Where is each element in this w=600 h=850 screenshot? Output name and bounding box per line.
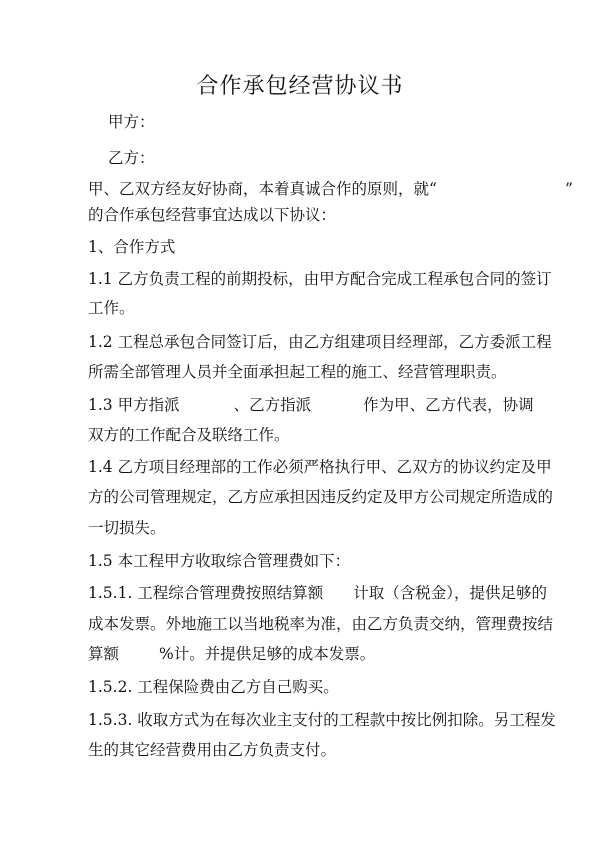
- clause-1-3-line-1: [88, 394, 534, 416]
- clause-1-5-1-line-3-a: 算额: [88, 645, 120, 663]
- clause-1-5-heading: 1.5 本工程甲方收取综合管理费如下：: [88, 552, 351, 570]
- intro-line-1-close-quote: ”: [564, 180, 573, 198]
- clause-1-3-part-a: 1.3 甲方指派: [88, 396, 180, 414]
- clause-1-1-line-2: 工作。: [88, 299, 135, 317]
- clause-1-3-part-c: 作为甲、乙方代表，协调: [363, 396, 534, 414]
- clause-1-3-line-2: 双方的工作配合及联络工作。: [88, 426, 290, 444]
- clause-1-5-1-line-1: [88, 582, 547, 604]
- intro-line-1-text: 甲、乙双方经友好协商，本着真诚合作的原则，就“: [88, 180, 437, 198]
- section-1-heading: 1、合作方式: [88, 238, 176, 256]
- clause-1-5-1-part-a: 1.5.1. 工程综合管理费按照结算额: [88, 584, 324, 602]
- intro-line-2: 的合作承包经营事宜达成以下协议：: [88, 206, 337, 224]
- clause-1-3-part-b: 、乙方指派: [233, 396, 312, 414]
- clause-1-4-line-3: 一切损失。: [88, 519, 166, 537]
- clause-1-2-line-1: 1.2 工程总承包合同签订后，由乙方组建项目经理部，乙方委派工程: [88, 333, 552, 351]
- party-a-label: 甲方：: [108, 113, 155, 131]
- clause-1-5-1-line-3: [88, 643, 375, 665]
- clause-1-5-2: 1.5.2. 工程保险费由乙方自己购买。: [88, 678, 339, 696]
- document-title: 合作承包经营协议书: [196, 74, 404, 99]
- clause-1-5-3-line-2: 生的其它经营费用由乙方负责支付。: [88, 741, 337, 759]
- clause-1-2-line-2: 所需全部管理人员并全面承担起工程的施工、经营管理职责。: [88, 363, 507, 381]
- clause-1-5-3-line-1: 1.5.3. 收取方式为在每次业主支付的工程款中按比例扣除。另工程发: [88, 711, 556, 729]
- clause-1-5-1-line-2: 成本发票。外地施工以当地税率为准，由乙方负责交纳，管理费按结: [88, 615, 554, 633]
- clause-1-4-line-1: 1.4 乙方项目经理部的工作必须严格执行甲、乙双方的协议约定及甲: [88, 458, 552, 476]
- clause-1-5-1-line-3-b: %计。并提供足够的成本发票。: [159, 645, 376, 663]
- clause-1-4-line-2: 方的公司管理规定，乙方应承担因违反约定及甲方公司规定所造成的: [88, 488, 554, 506]
- intro-line-1: [88, 178, 573, 200]
- party-b-label: 乙方：: [108, 149, 155, 167]
- clause-1-1-line-1: 1.1 乙方负责工程的前期投标，由甲方配合完成工程承包合同的签订: [88, 270, 552, 288]
- clause-1-5-1-part-b: 计取（含税金），提供足够的: [353, 584, 548, 602]
